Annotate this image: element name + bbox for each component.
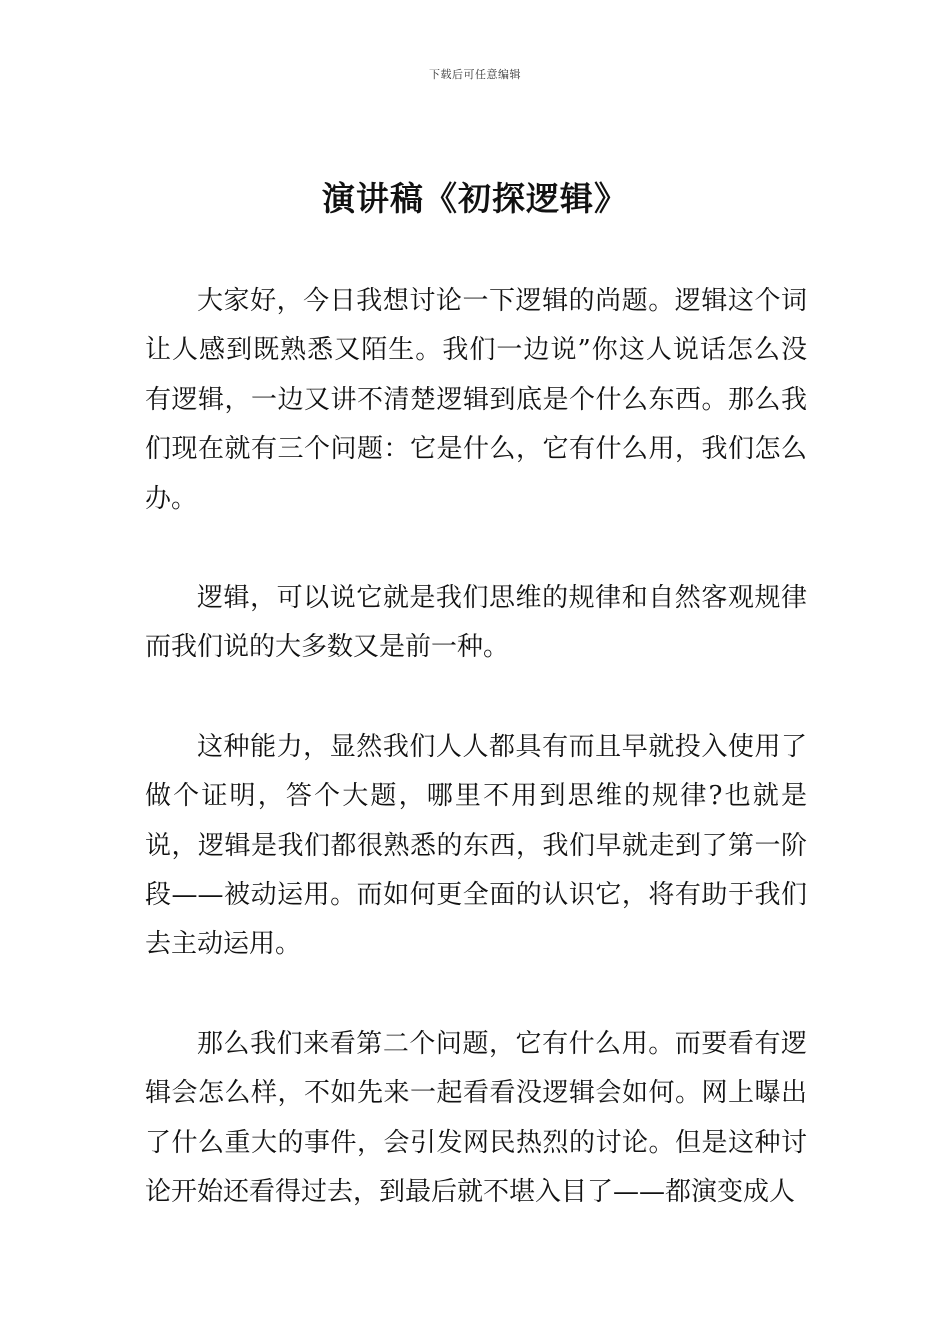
paragraph-4: 那么我们来看第二个问题，它有什么用。而要看有逻辑会怎么样，不如先来一起看看没逻辑会如何。网上曝出了什么重大的事件，会引发网民热烈的讨论。但是这种讨论开始还看得过去，到最后就不堪入目了——都演变成人 <box>145 1028 807 1208</box>
paragraph-1: 大家好，今日我想讨论一下逻辑的尚题。逻辑这个词让人感到既熟悉又陌生。我们一边说”你这人说话怎么没有逻辑，一边又讲不清楚逻辑到底是个什么东西。那么我们现在就有三个问题：它是什么，它有什么用，我们怎么办。 <box>145 286 807 514</box>
paragraph-3: 这种能力，显然我们人人都具有而且早就投入使用了做个证明，答个大题，哪里不用到思维的规律?也就是说，逻辑是我们都很熟悉的东西，我们早就走到了第一阶段——被动运用。而如何更全面的认识它，将有助于我们去主动运用。 <box>145 731 807 960</box>
paragraph-2: 逻辑，可以说它就是我们思维的规律和自然客观规律而我们说的大多数又是前一种。 <box>145 583 807 663</box>
document-title: 演讲稿《初探逻辑》 <box>322 179 628 218</box>
document-body <box>145 277 807 1268</box>
header-note: 下载后可任意编辑 <box>429 68 521 81</box>
